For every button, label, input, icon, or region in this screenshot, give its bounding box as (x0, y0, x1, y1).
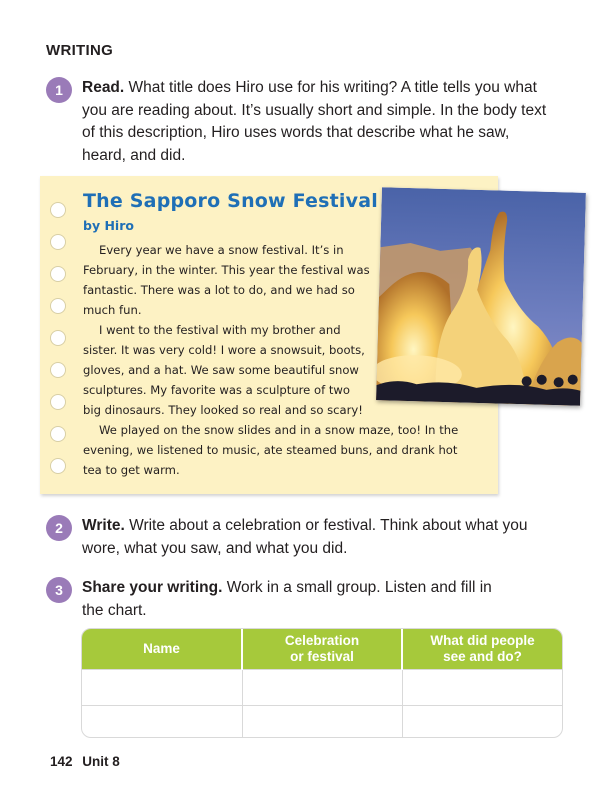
binding-hole (50, 362, 66, 378)
step-3 (46, 577, 502, 622)
binding-hole (50, 234, 66, 250)
step-2-body: Write about a celebration or festival. Think about what you wore, what you saw, and what you did. (82, 517, 528, 557)
binding-hole (50, 298, 66, 314)
chart-header-name (82, 629, 242, 670)
step-number-3: 3 (46, 577, 72, 603)
table-row (82, 670, 562, 706)
binding-hole (50, 202, 66, 218)
header-text: Name (143, 641, 180, 656)
chart-cell[interactable] (82, 670, 242, 706)
chart-cell[interactable] (242, 706, 402, 739)
step-2-text (82, 515, 552, 560)
binding-hole (50, 266, 66, 282)
binding-hole (50, 394, 66, 410)
note-line: gloves, and a hat. We saw some beautiful snow (83, 363, 359, 377)
note-line: evening, we listened to music, ate steamed buns, and drank hot (83, 443, 458, 457)
step-1-label: Read. (82, 79, 125, 96)
chart-header-row (82, 629, 562, 670)
note-line: fantastic. There was a lot to do, and we had so (83, 283, 355, 297)
note-line: We played on the snow slides and in a snow maze, too! In the (99, 423, 459, 437)
step-number-1: 1 (46, 77, 72, 103)
chart-table (82, 629, 562, 738)
binding-hole (50, 458, 66, 474)
page-number: 142 (50, 754, 73, 769)
step-1 (46, 77, 552, 167)
note-line: big dinosaurs. They looked so real and so scary! (83, 403, 363, 417)
note-line: I went to the festival with my brother and (99, 323, 341, 337)
chart-cell[interactable] (402, 670, 562, 706)
unit-label: Unit 8 (82, 754, 120, 769)
note-line: February, in the winter. This year the festival was (83, 263, 370, 277)
binding-hole (50, 330, 66, 346)
note-author: by Hiro (83, 218, 134, 233)
page-footer (50, 754, 126, 769)
note-title: The Sapporo Snow Festival (83, 190, 378, 212)
table-row (82, 706, 562, 739)
chart-cell[interactable] (242, 670, 402, 706)
step-3-text (82, 577, 502, 622)
header-text: What did people (430, 633, 535, 648)
note-line: sculptures. My favorite was a sculpture of two (83, 383, 350, 397)
step-number-2: 2 (46, 515, 72, 541)
step-3-label: Share your writing. (82, 579, 223, 596)
note-line: Every year we have a snow festival. It’s in (99, 243, 344, 257)
step-2 (46, 515, 552, 560)
note-line: sister. It was very cold! I wore a snowsuit, boots, (83, 343, 365, 357)
binding-hole (50, 426, 66, 442)
step-3-body: Work in a small group. Listen and fill in the chart. (82, 579, 492, 619)
fill-in-chart (81, 628, 563, 738)
note-binding-holes (50, 186, 68, 486)
step-1-body: What title does Hiro use for his writing? A title tells you what you are reading about. It’s usually short and simple. In the body text of this description, Hiro uses words that describe what he saw, heard, and did. (82, 79, 547, 164)
step-1-text (82, 77, 552, 167)
note-line: much fun. (83, 303, 142, 317)
header-text: or festival (290, 649, 354, 664)
chart-cell[interactable] (82, 706, 242, 739)
header-text: Celebration (284, 633, 360, 648)
snow-sculpture-photo (376, 187, 586, 406)
chart-header-what-did-people (402, 629, 562, 670)
step-2-label: Write. (82, 517, 125, 534)
header-text: see and do? (443, 649, 522, 664)
section-heading: WRITING (46, 42, 114, 59)
chart-cell[interactable] (402, 706, 562, 739)
note-line: tea to get warm. (83, 463, 180, 477)
chart-header-celebration (242, 629, 402, 670)
